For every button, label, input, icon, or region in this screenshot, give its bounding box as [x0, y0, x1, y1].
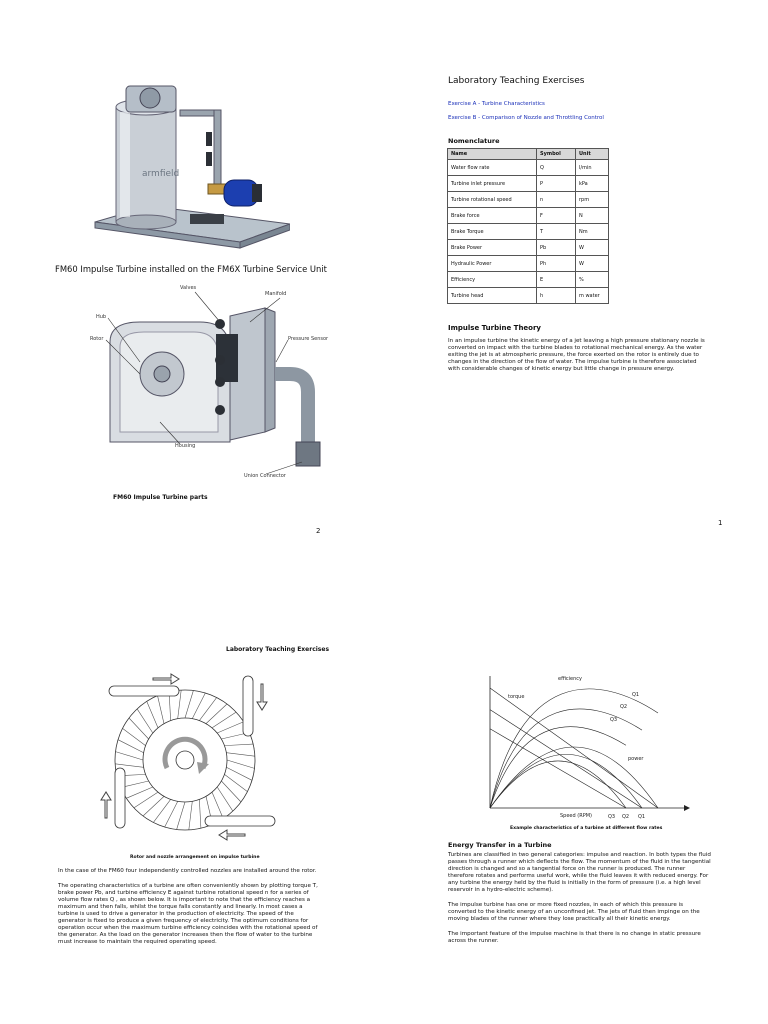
- table-cell: E: [537, 272, 576, 288]
- table-cell: F: [537, 208, 576, 224]
- table-header: Unit: [576, 149, 609, 160]
- page-number: 1: [718, 519, 723, 527]
- rotor-blade: [158, 696, 164, 724]
- table-cell: Brake Power: [448, 240, 537, 256]
- rotor-blade: [153, 799, 170, 822]
- table-cell: h: [537, 288, 576, 304]
- rotor-blade: [147, 701, 158, 727]
- table-row: [448, 208, 609, 224]
- rotor-blade: [129, 718, 149, 739]
- curve-label: Q1: [632, 692, 640, 698]
- nomenclature-heading: Nomenclature: [448, 137, 500, 145]
- table-row: [448, 160, 609, 176]
- rotor-blade: [126, 787, 152, 798]
- impulse-turbine-parts-illustration: [80, 282, 350, 482]
- page3-body: [58, 868, 322, 954]
- rotor-blade: [212, 792, 223, 818]
- curve-label: Q2: [620, 704, 628, 710]
- chart-caption: Example characteristics of a turbine at different flow rates: [510, 826, 663, 831]
- table-cell: l/min: [576, 160, 609, 176]
- rotor-blade: [221, 781, 241, 802]
- exercise-a-link[interactable]: Exercise A - Turbine Characteristics: [448, 101, 545, 107]
- rotor-blade: [116, 752, 143, 760]
- curve-label: Q3: [610, 717, 618, 723]
- table-header: Symbol: [537, 149, 576, 160]
- x-tick-label: Q1: [638, 814, 646, 820]
- series-line: [490, 729, 626, 808]
- table-cell: Pb: [537, 240, 576, 256]
- series-label: efficiency: [558, 676, 583, 682]
- page4-body: [448, 852, 712, 953]
- table-cell: Turbine head: [448, 288, 537, 304]
- label-valves: Valves: [180, 285, 197, 291]
- x-axis-label: Speed (RPM): [560, 813, 592, 819]
- label-rotor: Rotor: [90, 336, 104, 342]
- paragraph: The impulse turbine has one or more fixed nozzles, in each of which this pressure is converted to the kinetic energy of an unconfined jet. The jets of fluid then impinge on the moving blades of the runner where they lose practically all their kinetic energy.: [448, 902, 700, 922]
- rotor-blade: [143, 796, 164, 816]
- table-cell: Efficiency: [448, 272, 537, 288]
- exercise-b-link[interactable]: Exercise B - Comparison of Nozzle and Throttling Control: [448, 115, 604, 121]
- label-hub: Hub: [96, 314, 107, 320]
- rotor-blade: [177, 802, 185, 829]
- table-cell: Brake force: [448, 208, 537, 224]
- series-line: [490, 754, 642, 808]
- theory-text: In an impulse turbine the kinetic energy of a jet leaving a high pressure stationary nozzle is converted on impact with the turbine blades to rotational mechanical energy. As the water exiting the jet is at atmospheric pressure, the force exerted on the rotor is entirely due to changes in the direction of the flow of water. The impulse turbine is therefore associated with considerable changes of kinetic energy but little change in pressure energy.: [448, 338, 705, 372]
- series-label: torque: [508, 694, 525, 700]
- x-tick-label: Q3: [608, 814, 616, 820]
- table-cell: rpm: [576, 192, 609, 208]
- rotor-blade: [199, 799, 201, 828]
- series-label: power: [628, 756, 644, 762]
- turbine-service-unit-illustration: [90, 72, 290, 252]
- rotor-blade: [227, 760, 254, 768]
- table-cell: Turbine rotational speed: [448, 192, 537, 208]
- label-union-connector: Union Connector: [244, 473, 286, 479]
- table-cell: W: [576, 256, 609, 272]
- page-number: 2: [316, 527, 321, 535]
- x-tick-label: Q2: [622, 814, 630, 820]
- table-row: [448, 288, 609, 304]
- table-header-row: [448, 149, 609, 160]
- turbine-characteristics-chart: [470, 668, 690, 824]
- paragraph: The important feature of the impulse machine is that there is no change in static pressure across the runner.: [448, 931, 701, 944]
- table-cell: N: [576, 208, 609, 224]
- table-row: [448, 240, 609, 256]
- table-header: Name: [448, 149, 537, 160]
- rotor-blade: [224, 744, 253, 746]
- table-cell: W: [576, 240, 609, 256]
- theory-heading: Impulse Turbine Theory: [448, 324, 541, 332]
- paragraph: Turbines are classified in two general categories: impulse and reaction. In both types the fluid passes through a runner which deflects the flow. The momentum of the fluid in the tangential direction is changed and so a tangential force on the runner is produced. The runner therefore rotates and performs useful work, while the fluid leaves it with reduced energy. For any turbine the energy held by the fluid is initially in the form of pressure (i.e. a high level reservoir in a hydro-electric scheme).: [448, 852, 711, 893]
- table-cell: Water flow rate: [448, 160, 537, 176]
- energy-heading: Energy Transfer in a Turbine: [448, 841, 552, 849]
- rotor-blade: [178, 690, 181, 719]
- table-cell: Turbine inlet pressure: [448, 176, 537, 192]
- table-row: [448, 224, 609, 240]
- rotor-blade: [217, 722, 243, 733]
- series-line: [490, 710, 642, 808]
- table-cell: Q: [537, 160, 576, 176]
- rotor-nozzle-diagram: [95, 668, 285, 848]
- diagram-caption: Rotor and nozzle arrangement on impulse turbine: [130, 855, 260, 860]
- paragraph: The operating characteristics of a turbine are often conveniently shown by plotting torque T, brake power Pb, and turbine efficiency E against turbine rotational speed n for a series of volume flow rates Q , as shown below. It is important to note that the efficiency reaches a maximum and then falls, whilst the torque falls constantly and linearly. In most cases a turbine is used to drive a generator in the production of electricity. The speed of the generator is fixed to produce a given frequency of electricity. The optimum conditions for operation occur when the maximum turbine efficiency coincides with the rotational speed of the generator. As the load on the generator increases then the flow of water to the turbine must increase to maintain the required operating speed.: [58, 883, 318, 945]
- label-manifold: Manifold: [265, 291, 287, 297]
- table-cell: T: [537, 224, 576, 240]
- page-header: Laboratory Teaching Exercises: [226, 646, 330, 653]
- table-row: [448, 176, 609, 192]
- rotor-blade: [206, 704, 227, 724]
- caption-turbine-parts: FM60 Impulse Turbine parts: [113, 494, 208, 501]
- table-cell: m water: [576, 288, 609, 304]
- rotor-blade: [185, 691, 193, 718]
- label-pressure-sensor: Pressure Sensor: [288, 336, 329, 342]
- paragraph: In the case of the FM60 four independently controlled nozzles are installed around the rotor.: [58, 868, 317, 874]
- machine-logo: armfield: [142, 169, 180, 179]
- table-cell: Ph: [537, 256, 576, 272]
- label-housing: Housing: [175, 443, 196, 449]
- rotor-blade: [199, 698, 216, 721]
- table-cell: P: [537, 176, 576, 192]
- table-row: [448, 192, 609, 208]
- rotor-blade: [189, 801, 192, 830]
- table-row: [448, 272, 609, 288]
- table-cell: n: [537, 192, 576, 208]
- table-cell: Brake Torque: [448, 224, 537, 240]
- rotor-blade: [224, 774, 247, 791]
- table-cell: Nm: [576, 224, 609, 240]
- page-title: Laboratory Teaching Exercises: [448, 76, 585, 86]
- rotor-blade: [115, 764, 144, 767]
- rotor-blade: [226, 753, 255, 756]
- table-cell: kPa: [576, 176, 609, 192]
- table-row: [448, 256, 609, 272]
- table-cell: Hydraulic Power: [448, 256, 537, 272]
- caption-turbine-installed: FM60 Impulse Turbine installed on the FM6X Turbine Service Unit: [55, 264, 327, 274]
- rotor-blade: [123, 728, 146, 745]
- table-cell: %: [576, 272, 609, 288]
- nomenclature-table: [447, 148, 609, 304]
